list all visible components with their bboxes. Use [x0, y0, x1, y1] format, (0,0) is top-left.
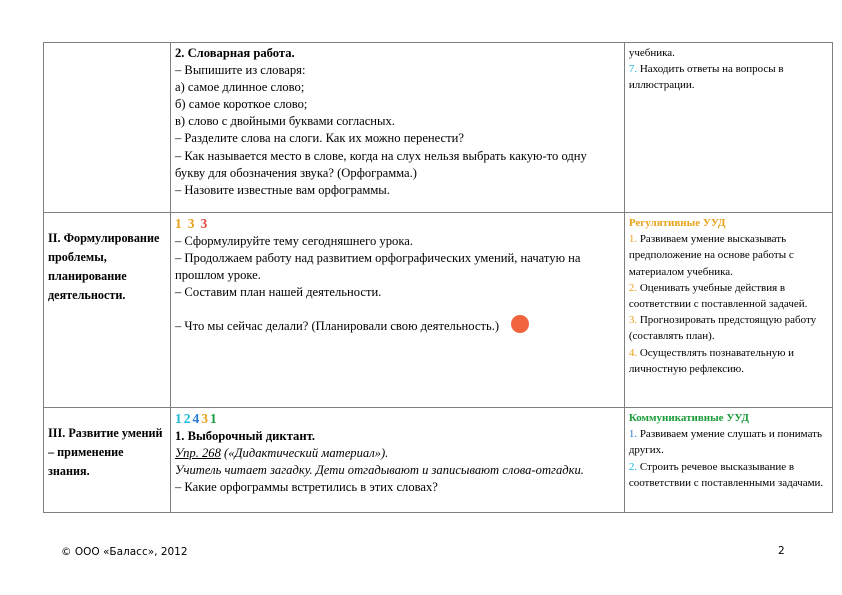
table-row: [44, 408, 833, 513]
uud-line: учебника.: [628, 47, 675, 59]
uud-item: [629, 280, 828, 312]
uud-item-text: Оценивать учебные действия в соответствии с поставленной задачей.: [628, 281, 808, 311]
content-line: в) слово с двойными буквами согласных.: [174, 114, 395, 129]
uud-heading: Регулятивные УУД: [628, 217, 726, 229]
stage-cell: II. Формулирование проблемы, планирование деятельности.: [44, 213, 171, 408]
uud-item-number: 2.: [628, 460, 638, 473]
uud-item-text: Находить ответы на вопросы в иллюстрации.: [628, 63, 784, 92]
content-line: – Продолжаем работу над развитием орфографических умений, начатую на прошлом уроке.: [174, 251, 581, 283]
stage-cell: [44, 43, 171, 213]
content-line: – Выпишите из словаря:: [174, 63, 306, 78]
teacher-instruction: Учитель читает загадку. Дети отгадывают и записывают слова-отгадки.: [174, 463, 584, 478]
content-line: б) самое короткое слово;: [174, 97, 308, 112]
uud-item: [629, 312, 828, 344]
page-number: 2: [778, 545, 785, 557]
uud-item-number: 3.: [628, 314, 638, 327]
uud-item-number: 4.: [628, 346, 638, 359]
exercise-line: [175, 445, 620, 462]
marker: 3: [201, 411, 208, 426]
marker: 1: [209, 411, 217, 426]
uud-item-text: Развиваем умение высказывать предположение на основе работы с материалом учебника.: [628, 233, 794, 278]
uud-item-number: 7.: [628, 63, 638, 76]
uud-item-text: Строить речевое высказывание в соответствии с поставленными задачами.: [628, 460, 824, 489]
content-cell: [170, 213, 624, 408]
uud-item-number: 2.: [628, 281, 638, 294]
content-line: – Какие орфограммы встретились в этих словах?: [174, 480, 438, 495]
marker: 3: [187, 216, 195, 231]
uud-item-text: Развиваем умение слушать и понимать других.: [628, 428, 822, 457]
table-row: [44, 213, 833, 408]
uud-markers: [175, 410, 620, 428]
uud-item: [629, 345, 828, 377]
uud-item: [629, 231, 828, 280]
content-line-text: – Что мы сейчас делали? (Планировали свою деятельность.): [174, 319, 500, 334]
marker: 3: [200, 216, 208, 231]
section-title: 1. Выборочный диктант.: [174, 429, 315, 443]
exercise-note: («Дидактический материал»).: [224, 446, 389, 461]
stage-cell: III. Развитие умений – применение знания.: [44, 408, 171, 513]
uud-item-number: 1.: [628, 233, 638, 246]
footer-copyright: © ООО «Баласс», 2012: [61, 546, 188, 558]
content-line: а) самое длинное слово;: [174, 80, 305, 95]
marker: 1: [174, 216, 182, 231]
uud-item: [629, 459, 828, 491]
marker: 1: [174, 411, 182, 426]
orange-circle-marker: [511, 315, 529, 333]
content-line: – Сформулируйте тему сегодняшнего урока.: [174, 234, 413, 248]
uud-markers: [175, 215, 620, 233]
content-line: – Разделите слова на слоги. Как их можно перенести?: [174, 131, 464, 146]
uud-item-number: 1.: [628, 428, 638, 441]
uud-item: [629, 61, 828, 93]
marker: 4: [192, 411, 200, 426]
content-line: – Составим план нашей деятельности.: [174, 285, 382, 300]
uud-item: [629, 426, 828, 458]
content-line: [175, 318, 620, 336]
uud-cell: [624, 408, 832, 513]
uud-item-text: Осуществлять познавательную и личностную рефлексию.: [628, 346, 795, 375]
content-cell: [170, 43, 624, 213]
uud-cell: [624, 43, 832, 213]
uud-cell: [624, 213, 832, 408]
content-line: – Назовите известные вам орфограммы.: [174, 182, 390, 197]
marker: 2: [183, 411, 191, 426]
lesson-plan-table: [43, 42, 833, 513]
content-cell: [170, 408, 624, 513]
uud-item-text: Прогнозировать предстоящую работу (составлять план).: [628, 314, 817, 343]
exercise-ref: Упр. 268: [174, 446, 221, 461]
section-title: 2. Словарная работа.: [174, 46, 295, 60]
uud-heading: Коммуникативные УУД: [628, 412, 749, 424]
content-line: – Как называется место в слове, когда на слух нельзя выбрать какую-то одну букву для обозначения звука? (Орфограмма.): [174, 148, 587, 180]
table-row: [44, 43, 833, 213]
